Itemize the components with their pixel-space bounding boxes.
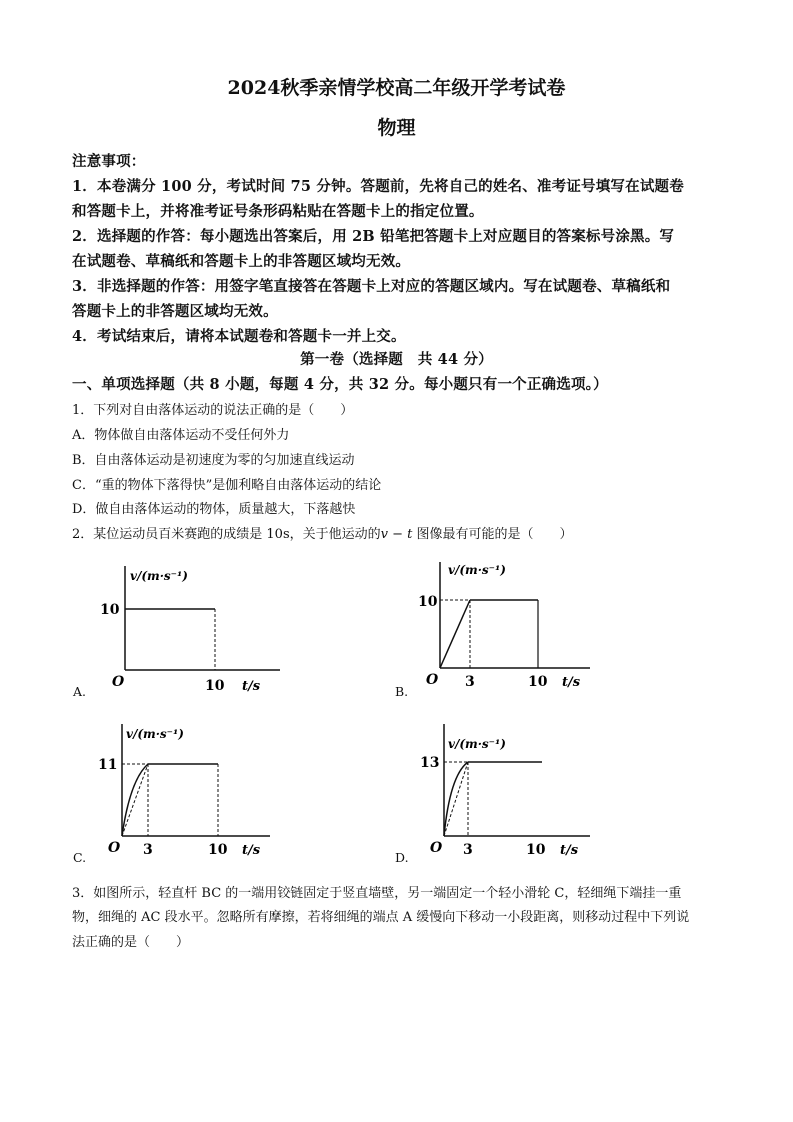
- exam-title: 2024秋季亲情学校高二年级开学考试卷: [227, 77, 566, 99]
- x-tick: 10: [205, 678, 225, 694]
- x-tick: 10: [208, 842, 228, 858]
- question-3-line: 3．如图所示，轻直杆 BC 的一端用铰链固定于竖直墙壁，另一端固定一个轻小滑轮 C，轻细绳下端挂一重: [72, 886, 682, 901]
- part-title: 一、单项选择题（共 8 小题，每题 4 分，共 32 分。每小题只有一个正确选项。）: [72, 376, 608, 393]
- graph-d: [410, 720, 600, 860]
- notes-line: 答题卡上的非答题区域均无效。: [72, 303, 278, 320]
- subject-title: 物理: [377, 117, 416, 139]
- question-2-stem-pre: 2．某位运动员百米赛跑的成绩是 10s，关于他运动的: [72, 527, 381, 542]
- section-title: 第一卷（选择题 共 44 分）: [300, 351, 493, 368]
- question-2-var-t: t: [407, 527, 413, 542]
- y-axis-label: v/(m·s⁻¹): [130, 569, 188, 583]
- question-2-minus: −: [387, 527, 408, 542]
- graph-d-label: D.: [395, 850, 409, 865]
- question-2-stem: [72, 523, 573, 542]
- y-tick: 13: [420, 755, 440, 771]
- y-tick: 10: [100, 602, 120, 618]
- y-axis-label: v/(m·s⁻¹): [448, 563, 506, 577]
- y-axis-label: v/(m·s⁻¹): [448, 737, 506, 751]
- question-1-option-b: B．自由落体运动是初速度为零的匀加速直线运动: [72, 453, 355, 468]
- y-axis-label: v/(m·s⁻¹): [126, 727, 184, 741]
- question-2-var-v: v: [380, 527, 388, 542]
- question-1-option-c: C．“重的物体下落得快”是伽利略自由落体运动的结论: [72, 478, 382, 493]
- x-tick: 3: [143, 842, 153, 858]
- graph-a-label: A.: [73, 684, 87, 699]
- graph-c-label: C.: [73, 850, 87, 865]
- graph-b: [410, 556, 600, 696]
- x-tick: 10: [528, 674, 548, 690]
- origin-label: O: [108, 840, 121, 856]
- notes-line: 2．选择题的作答：每小题选出答案后，用 2B 铅笔把答题卡上对应题目的答案标号涂黑。写: [72, 228, 675, 245]
- question-2-stem-post: 图像最有可能的是（ ）: [412, 527, 573, 542]
- notes-line: 在试题卷、草稿纸和答题卡上的非答题区域均无效。: [72, 253, 411, 270]
- guide-line: [122, 764, 148, 836]
- x-axis-label: t/s: [242, 679, 261, 694]
- y-tick: 11: [98, 757, 118, 773]
- guide-line: [444, 762, 468, 836]
- graph-b-label: B.: [395, 684, 409, 699]
- graph-a: [90, 558, 290, 698]
- question-3-line: 物，细绳的 AC 段水平。忽略所有摩擦，若将细绳的端点 A 缓慢向下移动一小段距离，则移动过程中下列说: [72, 910, 690, 925]
- origin-label: O: [430, 840, 443, 856]
- x-tick: 3: [465, 674, 475, 690]
- question-1-stem: 1．下列对自由落体运动的说法正确的是（ ）: [72, 403, 354, 418]
- notes-line: 3．非选择题的作答：用签字笔直接答在答题卡上对应的答题区域内。写在试题卷、草稿纸和: [72, 278, 671, 295]
- question-1-option-a: A．物体做自由落体运动不受任何外力: [72, 428, 290, 443]
- question-1-option-d: D．做自由落体运动的物体，质量越大，下落越快: [72, 502, 356, 517]
- notes-line: 4．考试结束后，请将本试题卷和答题卡一并上交。: [72, 328, 406, 345]
- x-tick: 3: [463, 842, 473, 858]
- x-axis-label: t/s: [560, 843, 579, 858]
- graph-c: [90, 720, 280, 860]
- x-tick: 10: [526, 842, 546, 858]
- y-tick: 10: [418, 594, 438, 610]
- notes-heading: 注意事项：: [72, 153, 146, 170]
- question-3-line: 法正确的是（ ）: [72, 935, 190, 950]
- origin-label: O: [112, 674, 125, 690]
- acceleration-line: [440, 600, 470, 668]
- notes-line: 1．本卷满分 100 分，考试时间 75 分钟。答题前，先将自己的姓名、准考证号填写在试题卷: [72, 178, 684, 195]
- x-axis-label: t/s: [242, 843, 261, 858]
- x-axis-label: t/s: [562, 675, 581, 690]
- notes-line: 和答题卡上，并将准考证号条形码粘贴在答题卡上的指定位置。: [72, 203, 484, 220]
- origin-label: O: [426, 672, 439, 688]
